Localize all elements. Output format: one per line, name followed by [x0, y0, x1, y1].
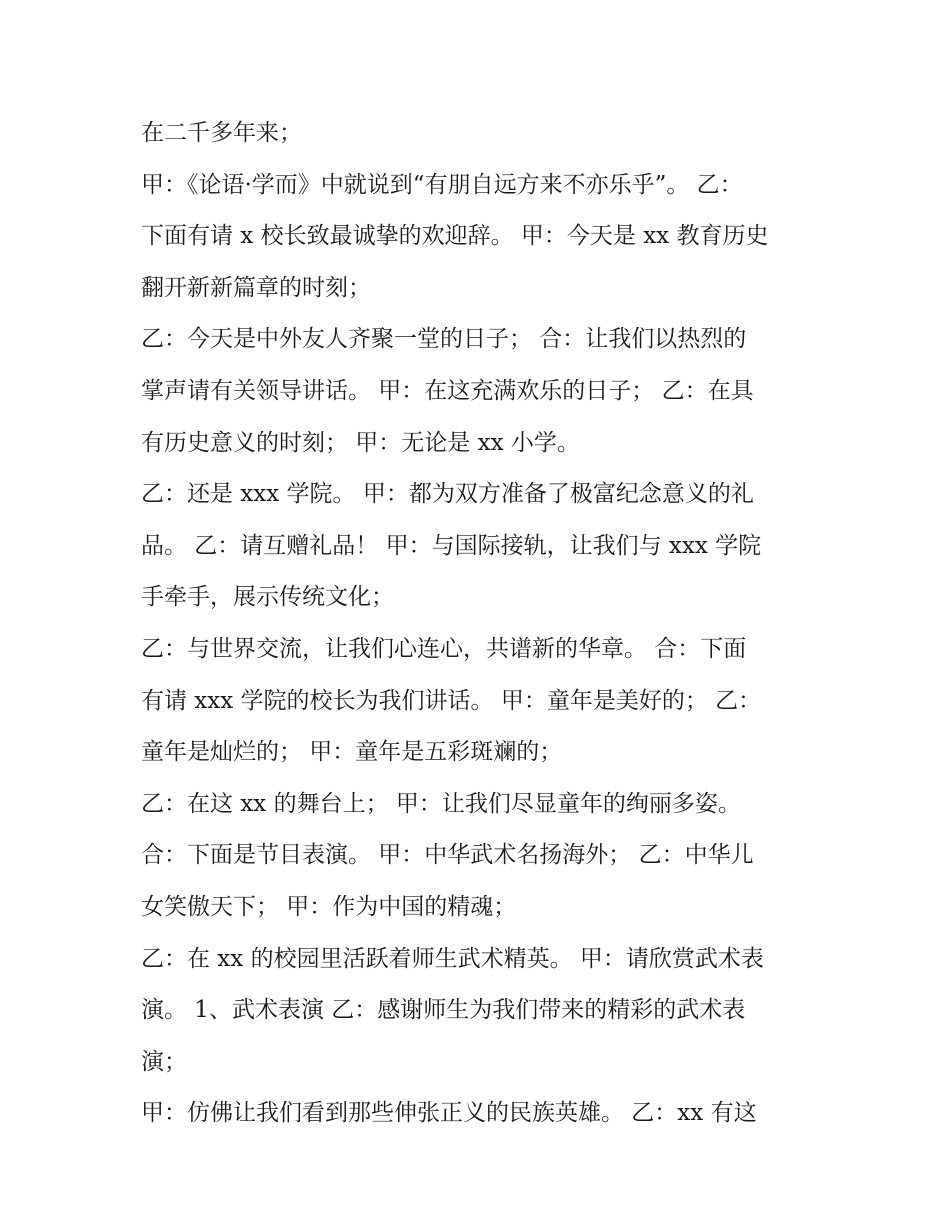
text-line: 乙：与世界交流，让我们心连心，共谱新的华章。 合：下面	[141, 635, 747, 662]
text-line: 有请 xxx 学院的校长为我们讲话。 甲：童年是美好的； 乙：	[141, 687, 762, 714]
text-line: 翻开新新篇章的时刻；	[141, 274, 371, 301]
text-line: 乙：今天是中外友人齐聚一堂的日子； 合：让我们以热烈的	[141, 326, 747, 353]
text-line: 童年是灿烂的； 甲：童年是五彩斑斓的；	[141, 739, 563, 766]
text-line: 乙：在 xx 的校园里活跃着师生武术精英。 甲：请欣赏武术表	[141, 945, 764, 972]
text-line: 甲：仿佛让我们看到那些伸张正义的民族英雄。 乙：xx 有这	[141, 1100, 757, 1127]
text-line: 演。 1、武术表演 乙：感谢师生为我们带来的精彩的武术表	[141, 997, 746, 1024]
text-line: 乙：还是 xxx 学院。 甲：都为双方准备了极富纪念意义的礼	[141, 481, 754, 508]
text-line: 乙：在这 xx 的舞台上； 甲：让我们尽显童年的绚丽多姿。	[141, 790, 741, 817]
text-line: 有历史意义的时刻； 甲：无论是 xx 小学。	[141, 429, 580, 456]
text-line: 甲：《论语·学而》中就说到“有朋自远方来不亦乐乎”。 乙：	[141, 171, 743, 198]
text-line: 女笑傲天下； 甲：作为中国的精魂；	[141, 893, 517, 920]
document-body	[141, 108, 811, 1140]
text-line: 掌声请有关领导讲话。 甲：在这充满欢乐的日子； 乙：在具	[141, 377, 754, 404]
text-line: 品。 乙：请互赠礼品！ 甲：与国际接轨，让我们与 xxx 学院	[141, 532, 762, 559]
text-line: 合：下面是节目表演。 甲：中华武术名扬海外； 乙：中华儿	[141, 842, 754, 869]
text-line: 在二千多年来；	[141, 120, 302, 146]
text-line: 手牵手，展示传统文化；	[141, 584, 394, 611]
text-line: 演；	[141, 1048, 187, 1075]
text-line: 下面有请 x 校长致最诚挚的欢迎辞。 甲：今天是 xx 教育历史	[141, 223, 769, 250]
